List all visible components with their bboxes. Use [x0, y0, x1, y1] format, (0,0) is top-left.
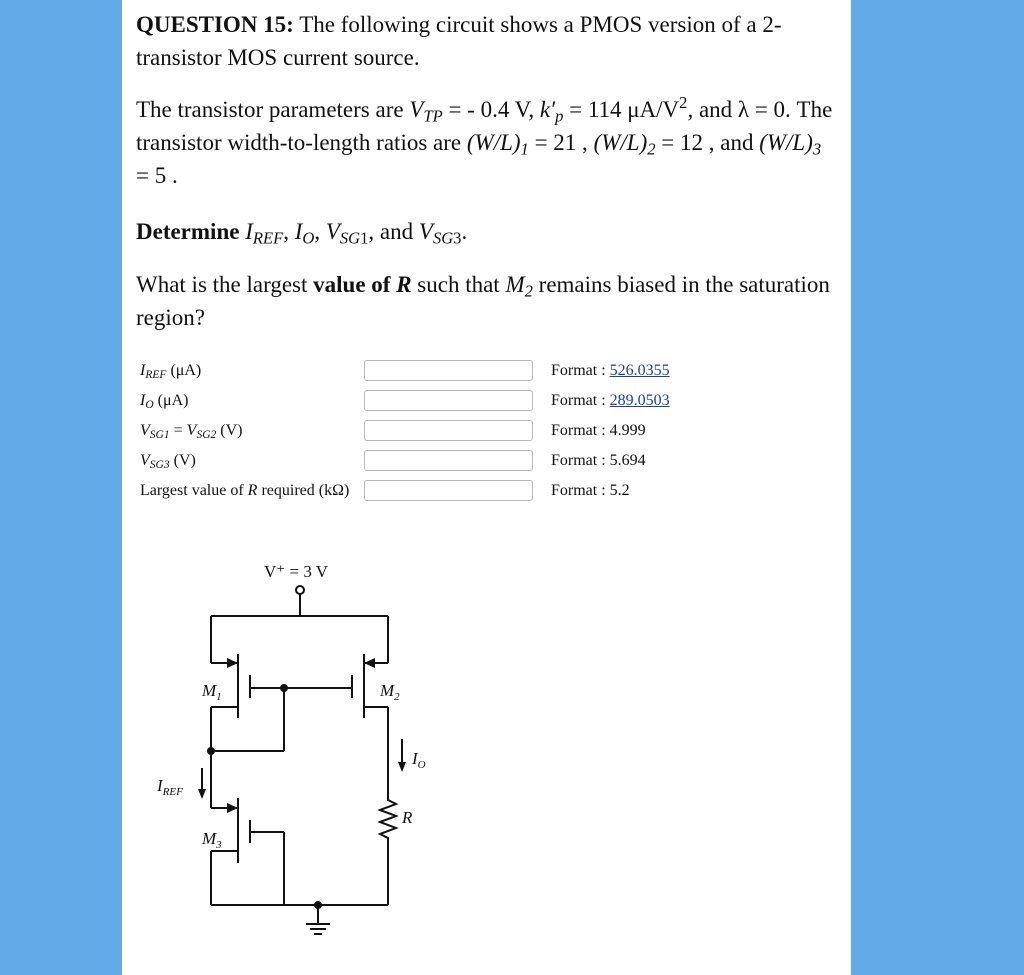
answer-label: $I_O$ (μA) [140, 392, 189, 412]
question-intro: QUESTION 15: The following circuit shows a PMOS version of a 2-transistor MOS current source. [136, 12, 782, 70]
m2-source-arrow [364, 658, 375, 668]
question-page [122, 0, 851, 975]
iref-label: $I_{REF}$ [157, 776, 183, 798]
answer-input[interactable] [364, 360, 533, 381]
format-hint: Format : 5.2 [551, 482, 630, 499]
format-link[interactable]: 526.0355 [609, 362, 670, 379]
format-hint: Format : 526.0355 [551, 362, 670, 379]
format-hint: Format : 4.999 [551, 422, 646, 439]
format-link[interactable]: 289.0503 [609, 392, 670, 409]
answer-input[interactable] [364, 450, 533, 471]
format-hint: Format : 5.694 [551, 452, 646, 469]
answer-input[interactable] [364, 420, 533, 441]
format-hint: Format : 289.0503 [551, 392, 670, 409]
r-label: R [402, 808, 413, 827]
answer-row [140, 450, 840, 474]
answer-label: $I_{REF}$ (μA) [140, 362, 202, 382]
circuit-diagram [122, 555, 851, 975]
question-largest-r: What is the largest value of R such that $M_2$ remains biased in the saturation region? [136, 272, 830, 330]
answer-input[interactable] [364, 480, 533, 501]
supply-label: V⁺ = 3 V [264, 562, 329, 581]
question-determine: Determine $I_{REF}$, $I_O$, $V_{SG1}$, and $V_{SG3}$. [136, 219, 468, 248]
answer-row [140, 420, 840, 444]
supply-terminal [296, 586, 304, 594]
answer-label: $V_{SG1} = V_{SG2}$ (V) [140, 422, 243, 442]
m1-label: $M_1$ [202, 681, 222, 703]
answer-row [140, 480, 840, 504]
io-label: $I_O$ [412, 749, 426, 771]
m1-source-arrow [227, 658, 238, 668]
answer-label: $V_{SG3}$ (V) [140, 452, 196, 472]
answer-row [140, 390, 840, 414]
m2-label: $M_2$ [380, 681, 400, 703]
m3-label: $M_3$ [202, 829, 222, 851]
answer-input[interactable] [364, 390, 533, 411]
m3-source-arrow [227, 803, 238, 813]
answer-row [140, 360, 840, 384]
question-parameters: The transistor parameters are $V_{TP}$ = - 0.4 V, $k'_p = 114$ $\mu A/V^2$, and λ = 0. The transistor width-to-length ratios are $(W/L)_1 = 21$ , $(W/L)_2 = 12$ , and $(W/L)_3 = 5$ . [136, 92, 833, 188]
answer-label: Largest value of R required (kΩ) [140, 482, 350, 499]
resistor-r [380, 796, 396, 843]
